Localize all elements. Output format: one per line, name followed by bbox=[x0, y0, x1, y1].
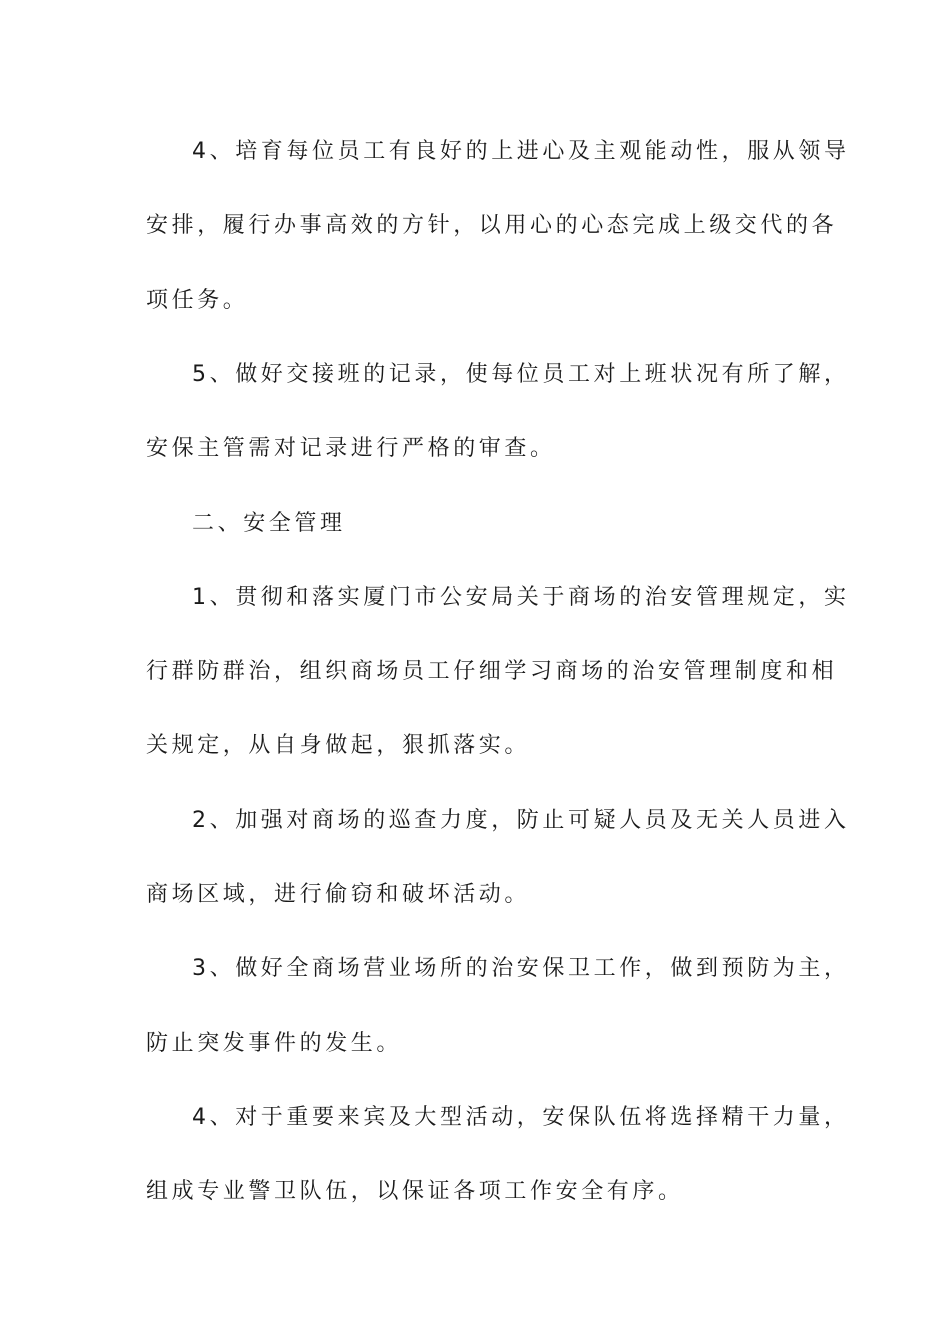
paragraph-item-4-line-1: 4、培育每位员工有良好的上进心及主观能动性，服从领导 bbox=[192, 139, 850, 164]
paragraph-item-4-line-2: 安排，履行办事高效的方针，以用心的心态完成上级交代的各 bbox=[146, 213, 838, 238]
paragraph-item-5-line-2: 安保主管需对记录进行严格的审查。 bbox=[146, 436, 556, 461]
paragraph-safety-1-line-1: 1、贯彻和落实厦门市公安局关于商场的治安管理规定，实 bbox=[192, 585, 850, 610]
paragraph-safety-2-line-2: 商场区域，进行偷窃和破坏活动。 bbox=[146, 882, 531, 907]
paragraph-safety-1-line-3: 关规定，从自身做起，狠抓落实。 bbox=[146, 733, 531, 758]
paragraph-safety-1-line-2: 行群防群治，组织商场员工仔细学习商场的治安管理制度和相 bbox=[146, 659, 838, 684]
paragraph-safety-2-line-1: 2、加强对商场的巡查力度，防止可疑人员及无关人员进入 bbox=[192, 808, 850, 833]
paragraph-safety-4-line-2: 组成专业警卫队伍，以保证各项工作安全有序。 bbox=[146, 1179, 684, 1204]
paragraph-safety-3-line-2: 防止突发事件的发生。 bbox=[146, 1031, 403, 1056]
paragraph-item-5-line-1: 5、做好交接班的记录，使每位员工对上班状况有所了解， bbox=[192, 362, 850, 387]
section-heading-safety-management: 二、安全管理 bbox=[192, 511, 346, 536]
paragraph-safety-4-line-1: 4、对于重要来宾及大型活动，安保队伍将选择精干力量， bbox=[192, 1105, 850, 1130]
paragraph-safety-3-line-1: 3、做好全商场营业场所的治安保卫工作，做到预防为主， bbox=[192, 956, 850, 981]
paragraph-item-4-line-3: 项任务。 bbox=[146, 288, 249, 313]
